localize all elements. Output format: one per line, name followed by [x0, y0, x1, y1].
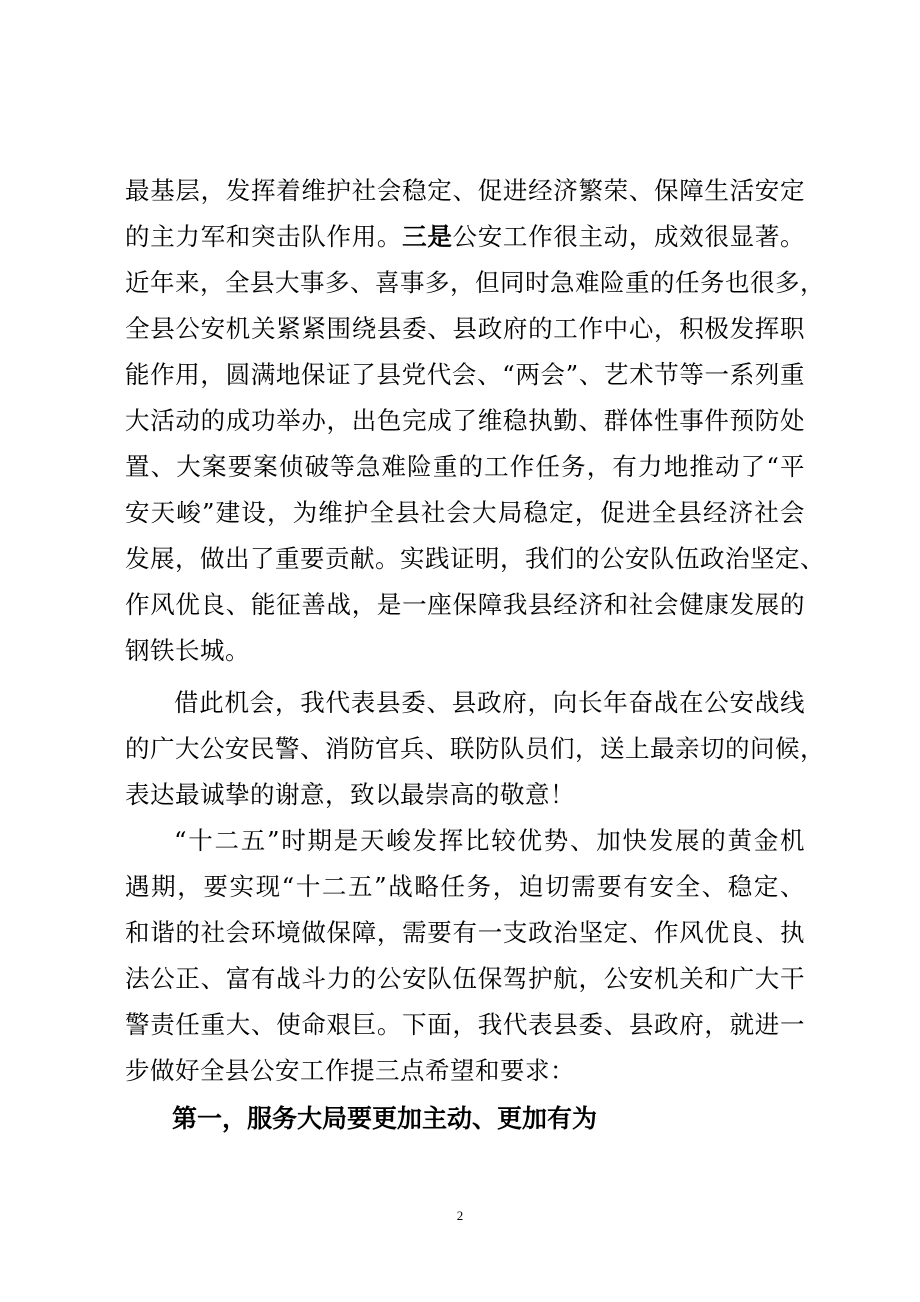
paragraph-line: 钢铁长城。 [125, 636, 250, 665]
paragraph-line: 全县公安机关紧紧围绕县委、县政府的工作中心，积极发挥职 [125, 314, 805, 343]
paragraph-line: 最基层，发挥着维护社会稳定、促进经济繁荣、保障生活安定 [125, 176, 805, 205]
paragraph-line: 步做好全县公安工作提三点希望和要求： [125, 1056, 575, 1085]
paragraph-1 [125, 168, 825, 674]
paragraph-line: 警责任重大、使命艰巨。下面，我代表县委、县政府，就进一 [125, 1010, 805, 1039]
section-heading: 第一，服务大局要更加主动、更加有为 [172, 1104, 598, 1133]
paragraph-line: 置、大案要案侦破等急难险重的工作任务，有力地推动了“平 [125, 452, 805, 481]
paragraph-line: 安天峻”建设，为维护全县社会大局稳定，促进全县经济社会 [125, 498, 805, 527]
paragraph-line: 近年来，全县大事多、喜事多，但同时急难险重的任务也很多， [125, 268, 825, 297]
paragraph-line: 能作用，圆满地保证了县党代会、“两会”、艺术节等一系列重 [125, 360, 805, 389]
paragraph-line: 作风优良、能征善战，是一座保障我县经济和社会健康发展的 [125, 590, 805, 619]
paragraph-line [125, 214, 805, 260]
paragraph-line: 法公正、富有战斗力的公安队伍保驾护航，公安机关和广大干 [125, 964, 805, 993]
paragraph-line: 借此机会，我代表县委、县政府，向长年奋战在公安战线 [174, 688, 805, 717]
bold-phrase: 三是 [402, 222, 453, 251]
paragraph-3 [125, 818, 805, 1094]
paragraph-line: 发展，做出了重要贡献。实践证明，我们的公安队伍政治坚定、 [125, 544, 825, 573]
paragraph-line: “十二五”时期是天峻发挥比较优势、加快发展的黄金机 [174, 826, 805, 855]
paragraph-line: 遇期，要实现“十二五”战略任务，迫切需要有安全、稳定、 [125, 872, 805, 901]
paragraph-line: 的广大公安民警、消防官兵、联防队员们，送上最亲切的问候， [125, 734, 825, 763]
paragraph-line: 和谐的社会环境做保障，需要有一支政治坚定、作风优良、执 [125, 918, 805, 947]
paragraph-line: 大活动的成功举办，出色完成了维稳执勤、群体性事件预防处 [125, 406, 805, 435]
paragraph-line: 表达最诚挚的谢意，致以最崇高的敬意！ [125, 780, 575, 809]
paragraph-2 [125, 680, 825, 818]
paragraph-text: 的主力军和突击队作用。 [125, 222, 403, 251]
paragraph-text: 公安工作很主动，成效很显著。 [452, 222, 806, 251]
page-number: 2 [456, 1208, 464, 1223]
